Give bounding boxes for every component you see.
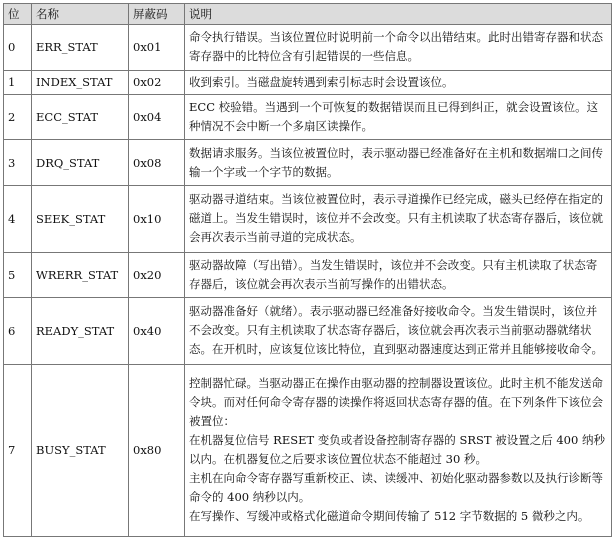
name-cell: INDEX_STAT — [32, 70, 129, 94]
bit-cell: 6 — [4, 298, 32, 365]
mask-cell: 0x20 — [129, 252, 185, 298]
description-paragraph: 命令执行错误。当该位置位时说明前一个命令以出错结束。此时出错寄存器和状态寄存器中的比特位含有引起错误的一些信息。 — [189, 30, 603, 64]
description-cell — [185, 140, 612, 186]
name-cell: READY_STAT — [32, 298, 129, 365]
table-row — [4, 252, 612, 298]
description-cell — [185, 94, 612, 140]
description-cell — [185, 25, 612, 71]
bit-cell: 7 — [4, 364, 32, 536]
description-cell — [185, 252, 612, 298]
description-paragraph: 在机器复位信号 RESET 变负或者设备控制寄存器的 SRST 被设置之后 400 纳秒以内。在机器复位之后要求该位置位状态不能超过 30 秒。 — [189, 433, 605, 467]
bit-cell: 0 — [4, 25, 32, 71]
bit-cell: 4 — [4, 186, 32, 253]
table-row — [4, 186, 612, 253]
name-cell: SEEK_STAT — [32, 186, 129, 253]
bit-cell: 5 — [4, 252, 32, 298]
description-paragraph: 驱动器准备好（就绪）。表示驱动器已经准备好接收命令。当发生错误时，该位并不会改变。只有主机读取了状态寄存器后，该位就会再次表示当前驱动器就绪状态。在开机时，应该复位该比特位，直到驱动器速度达到正常并且能够接收命令。 — [189, 304, 603, 357]
name-cell: ERR_STAT — [32, 25, 129, 71]
table-row — [4, 298, 612, 365]
mask-cell: 0x04 — [129, 94, 185, 140]
description-paragraph: 驱动器故障（写出错）。当发生错误时，该位并不会改变。只有主机读取了状态寄存器后，该位就会再次表示当前写操作的出错状态。 — [189, 257, 598, 291]
table-header-row — [4, 4, 612, 25]
name-cell: ECC_STAT — [32, 94, 129, 140]
header-bit: 位 — [4, 4, 32, 25]
description-paragraph: 主机在向命令寄存器写重新校正、读、读缓冲、初始化驱动器参数以及执行诊断等命令的 400 纳秒以内。 — [189, 471, 603, 505]
mask-cell: 0x40 — [129, 298, 185, 365]
bit-cell: 2 — [4, 94, 32, 140]
description-cell — [185, 70, 612, 94]
table-row — [4, 70, 612, 94]
name-cell: WRERR_STAT — [32, 252, 129, 298]
mask-cell: 0x80 — [129, 364, 185, 536]
description-paragraph: 数据请求服务。当该位被置位时，表示驱动器已经准备好在主机和数据端口之间传输一个字或一个字节的数据。 — [189, 145, 603, 179]
header-name: 名称 — [32, 4, 129, 25]
description-cell — [185, 364, 612, 536]
table-row — [4, 364, 612, 536]
description-paragraph: 在写操作、写缓冲或格式化磁道命令期间传输了 512 字节数据的 5 微秒之内。 — [189, 509, 590, 524]
description-paragraph: ECC 校验错。当遇到一个可恢复的数据错误而且已得到纠正，就会设置该位。这种情况不会中断一个多扇区读操作。 — [189, 100, 599, 134]
bit-cell: 1 — [4, 70, 32, 94]
description-cell — [185, 186, 612, 253]
mask-cell: 0x10 — [129, 186, 185, 253]
table-row — [4, 140, 612, 186]
bit-cell: 3 — [4, 140, 32, 186]
mask-cell: 0x02 — [129, 70, 185, 94]
name-cell: BUSY_STAT — [32, 364, 129, 536]
table-row — [4, 94, 612, 140]
table-row — [4, 25, 612, 71]
status-register-table — [3, 3, 612, 537]
mask-cell: 0x08 — [129, 140, 185, 186]
mask-cell: 0x01 — [129, 25, 185, 71]
description-paragraph: 控制器忙碌。当驱动器正在操作由驱动器的控制器设置该位。此时主机不能发送命令块。而对任何命令寄存器的读操作将返回状态寄存器的值。在下列条件下该位会被置位： — [189, 376, 603, 429]
description-paragraph: 收到索引。当磁盘旋转遇到索引标志时会设置该位。 — [189, 74, 454, 89]
header-mask: 屏蔽码 — [129, 4, 185, 25]
description-cell — [185, 298, 612, 365]
header-description: 说明 — [185, 4, 612, 25]
description-paragraph: 驱动器寻道结束。当该位被置位时，表示寻道操作已经完成，磁头已经停在指定的磁道上。当发生错误时，该位并不会改变。只有主机读取了状态寄存器后，该位就会再次表示当前寻道的完成状态。 — [189, 192, 603, 245]
name-cell: DRQ_STAT — [32, 140, 129, 186]
